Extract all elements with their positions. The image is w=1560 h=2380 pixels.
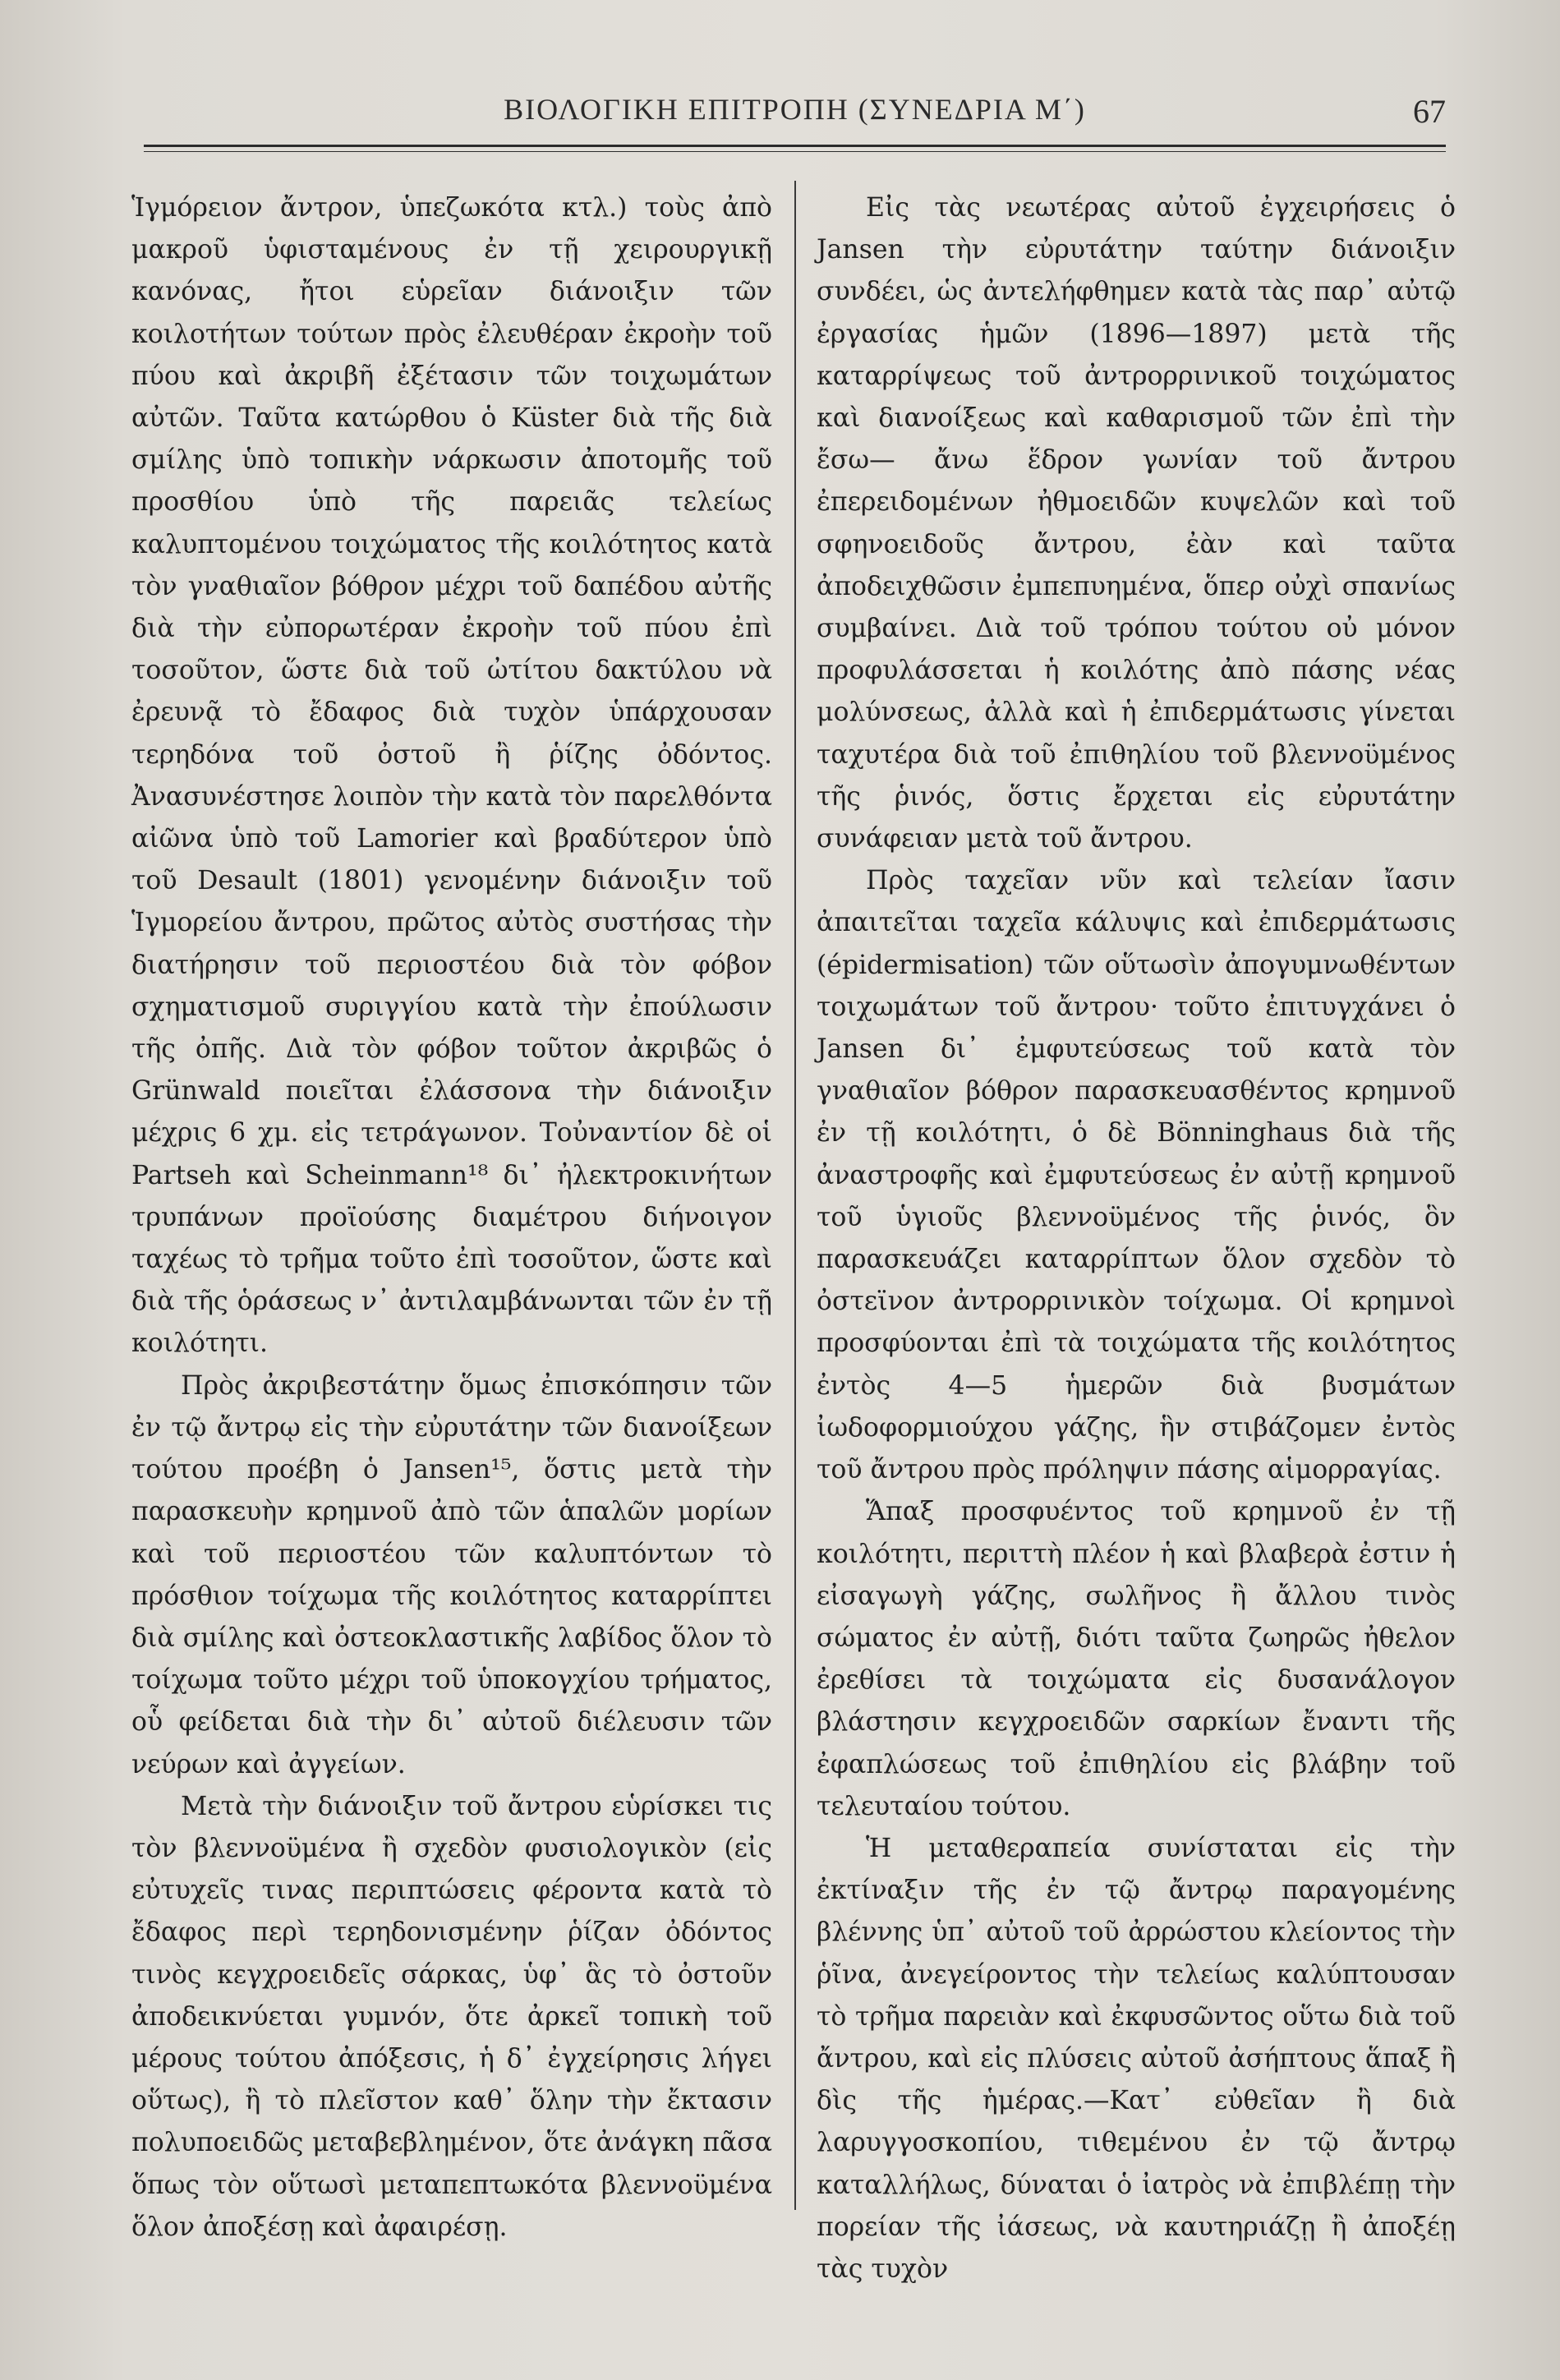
right-paragraph-3: Ἅπαξ προσφυέντος τοῦ κρημνοῦ ἐν τῇ κοιλότητι, περιττὴ πλέον ἡ καὶ βλαβερὰ ἐστιν ἡ εἰσαγωγὴ γάζης, σωλῆνος ἢ ἄλλου τινὸς σώματος ἐν αὐτῇ, διότι ταῦτα ζωηρῶς ἠθελον ἐρεθίσει τὰ τοιχώματα εἰς δυσανάλογον βλάστησιν κεγχροειδῶν σαρκίων ἔναντι τῆς ἐφαπλώσεως τοῦ ἐπιθηλίου εἰς βλάβην τοῦ τελευταίου τούτου. [817, 1497, 1456, 1821]
left-paragraph-2: Πρὸς ἀκριβεστάτην ὅμως ἐπισκόπησιν τῶν ἐν τῷ ἄντρῳ εἰς τὴν εὐρυτάτην τῶν διανοίξεων τούτου προέβη ὁ Jansen¹⁵, ὅστις μετὰ τὴν παρασκευὴν κρημνοῦ ἀπὸ τῶν ἁπαλῶν μορίων καὶ τοῦ περιοστέου τῶν καλυπτόντων τὸ πρόσθιον τοίχωμα τῆς κοιλότητος καταρρίπτει διὰ σμίλης καὶ ὀστεοκλαστικῆς λαβίδος ὅλον τὸ τοίχωμα τοῦτο μέχρι τοῦ ὑποκογχίου τρήματος, οὗ φείδεται διὰ τὴν δι᾽ αὐτοῦ διέλευσιν τῶν νεύρων καὶ ἀγγείων. [131, 1370, 772, 1779]
right-paragraph-2: Πρὸς ταχεῖαν νῦν καὶ τελείαν ἴασιν ἀπαιτεῖται ταχεῖα κάλυψις καὶ ἐπιδερμάτωσις (épidermisation) τῶν οὕτωσὶν ἀπογυμνωθέντων τοιχωμάτων τοῦ ἄντρου· τοῦτο ἐπιτυγχάνει ὁ Jansen δι᾽ ἐμφυτεύσεως τοῦ κατὰ τὸν γναθιαῖον βόθρον παρασκευασθέντος κρημνοῦ ἐν τῇ κοιλότητι, ὁ δὲ Bönninghaus διὰ τῆς ἀναστροφῆς καὶ ἐμφυτεύσεως ἐν αὐτῇ κρημνοῦ τοῦ ὑγιοῦς βλεννοϋμένος τῆς ῥινός, ὃν παρασκευάζει καταρρίπτων ὅλον σχεδὸν τὸ ὀστεϊνον ἀντρορρινικὸν τοίχωμα. Οἱ κρημνοὶ προσφύονται ἐπὶ τὰ τοιχώματα τῆς κοιλότητος ἐντὸς 4—5 ἡμερῶν διὰ βυσμάτων ἰωδοφορμιούχου γάζης, ἣν στιβάζομεν ἐντὸς τοῦ ἄντρου πρὸς πρόληψιν πάσης αἱμορραγίας. [817, 866, 1456, 1485]
column-divider [794, 181, 796, 2210]
header-rule-thick [144, 145, 1446, 147]
left-paragraph-3: Μετὰ τὴν διάνοιξιν τοῦ ἄντρου εὑρίσκει τις τὸν βλεννοϋμένα ἢ σχεδὸν φυσιολογικὸν (εἰς εὐτυχεῖς τινας περιπτώσεις φέροντα κατὰ τὸ ἔδαφος περὶ τερηδονισμένην ῥίζαν ὀδόντος τινὸς κεγχροειδεῖς σάρκας, ὑφ᾽ ἃς τὸ ὀστοῦν ἀποδεικνύεται γυμνόν, ὅτε ἀρκεῖ τοπικὴ τοῦ μέρους τούτου ἀπόξεσις, ἡ δ᾽ ἐγχείρησις λήγει οὕτως), ἢ τὸ πλεῖστον καθ᾽ ὅλην τὴν ἔκτασιν πολυποειδῶς μεταβεβλημένον, ὅτε ἀνάγκη πᾶσα ὅπως τὸν οὕτωσὶ μεταπεπτωκότα βλεννοϋμένα ὅλον ἀποξέσῃ καὶ ἀφαιρέσῃ. [131, 1791, 772, 2242]
right-paragraph-4: Ἡ μεταθεραπεία συνίσταται εἰς τὴν ἐκτίναξιν τῆς ἐν τῷ ἄντρῳ παραγομένης βλέννης ὑπ᾽ αὐτοῦ τοῦ ἀρρώστου κλείοντος τὴν ῥῖνα, ἀνεγείροντος τὴν τελείως καλύπτουσαν τὸ τρῆμα παρειὰν καὶ ἐκφυσῶντος οὕτω διὰ τοῦ ἄντρου, καὶ εἰς πλύσεις αὐτοῦ ἀσήπτους ἅπαξ ἢ δὶς τῆς ἡμέρας.—Κατ᾽ εὐθεῖαν ἢ διὰ λαρυγγοσκοπίου, τιθεμένου ἐν τῷ ἄντρῳ καταλλήλως, δύναται ὁ ἰατρὸς νὰ ἐπιβλέπῃ τὴν πορείαν τῆς ἰάσεως, νὰ καυτηριάζῃ ἢ ἀποξέῃ τὰς τυχὸν [817, 1833, 1456, 2284]
left-column [131, 187, 772, 2249]
page-header [144, 92, 1446, 141]
page-number: 67 [1413, 93, 1446, 130]
right-column [817, 187, 1456, 2290]
header-rule-thin [144, 151, 1446, 152]
running-title: ΒΙΟΛΟΓΙΚΗ ΕΠΙΤΡΟΠΗ (ΣΥΝΕΔΡΙΑ Μ΄) [504, 93, 1086, 126]
left-paragraph-1: Ἱγμόρειον ἄντρον, ὑπεζωκότα κτλ.) τοὺς ἀπὸ μακροῦ ὑφισταμένους ἐν τῇ χειρουργικῇ κανόνας, ἤτοι εὑρεῖαν διάνοιξιν τῶν κοιλοτήτων τούτων πρὸς ἐλευθέραν ἐκροὴν τοῦ πύου καὶ ἀκριβῆ ἐξέτασιν τῶν τοιχωμάτων αὐτῶν. Ταῦτα κατώρθου ὁ Küster διὰ τῆς διὰ σμίλης ὑπὸ τοπικὴν νάρκωσιν ἀποτομῆς τοῦ προσθίου ὑπὸ τῆς παρειᾶς τελείως καλυπτομένου τοιχώματος τῆς κοιλότητος κατὰ τὸν γναθιαῖον βόθρον μέχρι τοῦ δαπέδου αὐτῆς διὰ τὴν εὐπορωτέραν ἐκροὴν τοῦ πύου ἐπὶ τοσοῦτον, ὥστε διὰ τοῦ ὠτίτου δακτύλου νὰ ἐρευνᾷ τὸ ἔδαφος διὰ τυχὸν ὑπάρχουσαν τερηδόνα τοῦ ὀστοῦ ἢ ῥίζης ὀδόντος. Ἀνασυνέστησε λοιπὸν τὴν κατὰ τὸν παρελθόντα αἰῶνα ὑπὸ τοῦ Lamorier καὶ βραδύτερον ὑπὸ τοῦ Desault (1801) γενομένην διάνοιξιν τοῦ Ἱγμορείου ἄντρου, πρῶτος αὐτὸς συστήσας τὴν διατήρησιν τοῦ περιοστέου διὰ τὸν φόβον σχηματισμοῦ συριγγίου κατὰ τὴν ἐπούλωσιν τῆς ὀπῆς. Διὰ τὸν φόβον τοῦτον ἀκριβῶς ὁ Grünwald ποιεῖται ἐλάσσονα τὴν διάνοιξιν μέχρις 6 χμ. εἰς τετράγωνον. Τοὐναντίον δὲ οἱ Partseh καὶ Scheinmann¹⁸ δι᾽ ἠλεκτροκινήτων τρυπάνων προϊούσης διαμέτρου διήνοιγον ταχέως τὸ τρῆμα τοῦτο ἐπὶ τοσοῦτον, ὥστε καὶ διὰ τῆς ὁράσεως ν᾽ ἀντιλαμβάνωνται τῶν ἐν τῇ κοιλότητι. [131, 193, 772, 1359]
right-paragraph-1: Εἰς τὰς νεωτέρας αὐτοῦ ἐγχειρήσεις ὁ Jansen τὴν εὐρυτάτην ταύτην διάνοιξιν συνδέει, ὡς ἀντελήφθημεν κατὰ τὰς παρ᾽ αὐτῷ ἐργασίας ἡμῶν (1896—1897) μετὰ τῆς καταρρίψεως τοῦ ἀντρορρινικοῦ τοιχώματος καὶ διανοίξεως καὶ καθαρισμοῦ τῶν ἐπὶ τὴν ἔσω— ἄνω ἕδρον γωνίαν τοῦ ἄντρου ἐπερειδομένων ἠθμοειδῶν κυψελῶν καὶ τοῦ σφηνοειδοῦς ἄντρου, ἐὰν καὶ ταῦτα ἀποδειχθῶσιν ἐμπεπυημένα, ὅπερ οὐχὶ σπανίως συμβαίνει. Διὰ τοῦ τρόπου τούτου οὐ μόνον προφυλάσσεται ἡ κοιλότης ἀπὸ πάσης νέας μολύνσεως, ἀλλὰ καὶ ἡ ἐπιδερμάτωσις γίνεται ταχυτέρα διὰ τοῦ ἐπιθηλίου τοῦ βλεννοϋμένος τῆς ῥινός, ὅστις ἔρχεται εἰς εὐρυτάτην συνάφειαν μετὰ τοῦ ἄντρου. [817, 193, 1456, 854]
